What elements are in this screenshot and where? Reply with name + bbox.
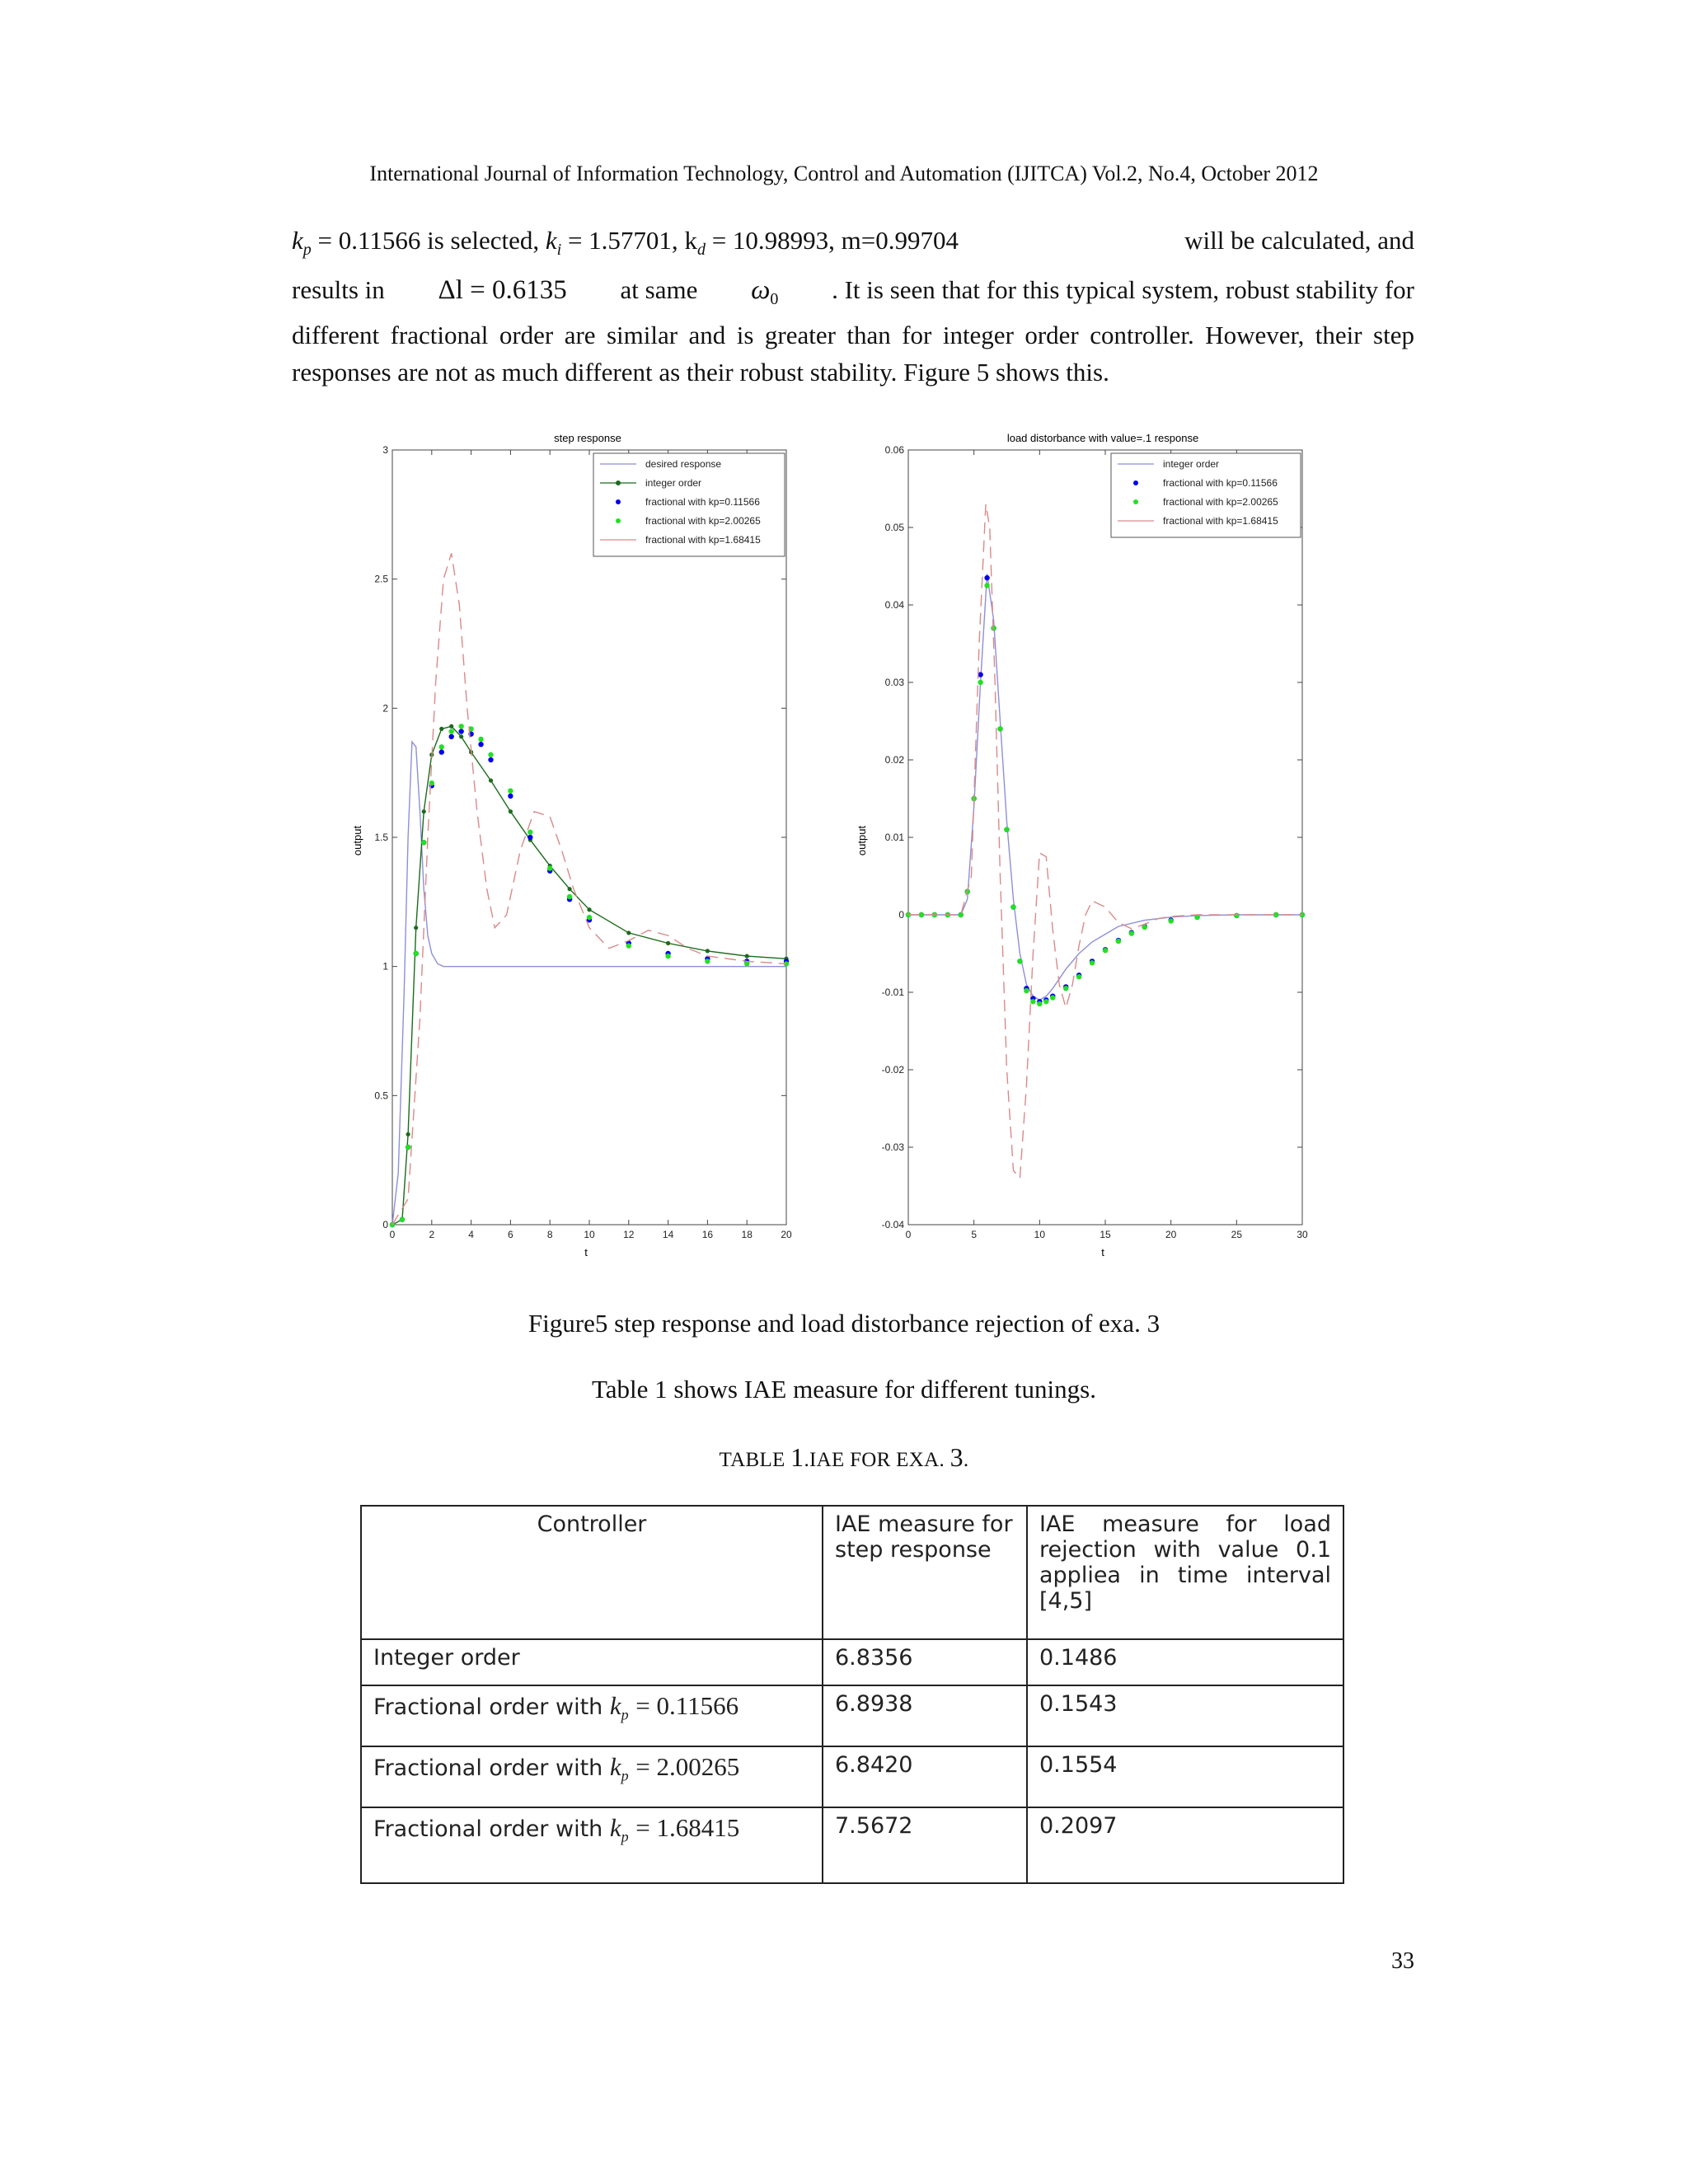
series-integer-order-point xyxy=(489,778,493,782)
y-tick-label: -0.01 xyxy=(881,987,904,998)
series-fractional-with-kp-0-11566-point xyxy=(528,835,532,840)
series-integer-order-point xyxy=(406,1132,410,1137)
x-axis-label: t xyxy=(1101,1246,1104,1258)
row-label: Integer order xyxy=(361,1639,823,1685)
legend-label: fractional with kp=1.68415 xyxy=(645,534,761,546)
legend-label: fractional with kp=0.11566 xyxy=(645,496,760,508)
series-fractional-with-kp-2-00265-point xyxy=(458,724,463,729)
x-tick-label: 16 xyxy=(701,1229,714,1240)
series-fractional-with-kp-2-00265-point xyxy=(587,915,592,920)
figure-5 xyxy=(346,420,1368,1269)
chart-title: load distorbance with value=.1 response xyxy=(1006,432,1199,444)
legend-label: desired response xyxy=(645,458,722,470)
series-fractional-with-kp-0-11566-point xyxy=(984,575,989,580)
legend-label: integer order xyxy=(645,477,702,489)
table-intro: Table 1 shows IAE measure for different tunings. xyxy=(592,1375,1096,1404)
y-axis-label: output xyxy=(351,825,363,856)
row-step-iae: 6.8420 xyxy=(823,1746,1027,1807)
x-tick-label: 6 xyxy=(508,1229,513,1240)
series-fractional-with-kp-2-00265-point xyxy=(449,729,454,733)
series-fractional-with-kp-2-00265-point xyxy=(626,943,631,948)
row-step-iae: 6.8356 xyxy=(823,1639,1027,1685)
x-tick-label: 15 xyxy=(1100,1229,1111,1240)
y-tick-label: 0.04 xyxy=(884,599,904,611)
legend-label: fractional with kp=2.00265 xyxy=(1163,496,1278,508)
series-fractional-with-kp-2-00265-point xyxy=(984,583,989,588)
results-line: results in Δl = 0.6135 at same $\omega_0$ . It is seen that for this typical system, robust stability for xyxy=(292,275,1414,309)
legend-marker xyxy=(616,518,621,523)
series-fractional-with-kp-0-11566-point xyxy=(478,742,483,747)
series-fractional-with-kp-0-11566-point xyxy=(439,749,444,754)
legend xyxy=(1111,453,1301,537)
series-fractional-with-kp-2-00265-point xyxy=(413,951,418,956)
series-fractional-with-kp-2-00265-point xyxy=(1063,986,1068,991)
series-integer-order-point xyxy=(459,734,463,738)
y-tick-label: 0.02 xyxy=(884,754,904,766)
table-row xyxy=(361,1639,1343,1685)
series-fractional-with-kp-2-00265-point xyxy=(978,680,982,685)
iae-table xyxy=(360,1505,1344,1884)
row-load-iae: 0.1543 xyxy=(1027,1685,1343,1746)
y-tick-label: 1 xyxy=(382,960,388,972)
x-tick-label: 2 xyxy=(429,1229,435,1240)
series-fractional-with-kp-2-00265-point xyxy=(488,752,493,757)
series-fractional-with-kp-2-00265-point xyxy=(1024,988,1029,993)
series-fractional-with-kp-2-00265-point xyxy=(1010,904,1015,909)
series-fractional-with-kp-2-00265-point xyxy=(400,1217,405,1222)
legend-label: integer order xyxy=(1163,458,1220,470)
y-tick-label: 1.5 xyxy=(374,832,388,843)
x-tick-label: 5 xyxy=(971,1229,978,1240)
legend xyxy=(593,453,785,556)
series-fractional-with-kp-2-00265-point xyxy=(1234,913,1239,918)
series-fractional-with-kp-2-00265-point xyxy=(1043,999,1048,1004)
series-integer-order-point xyxy=(587,907,591,912)
journal-header: International Journal of Information Technology, Control and Automation (IJITCA) Vol.2, No.4, October 2012 xyxy=(369,162,1319,185)
y-tick-label: 0.06 xyxy=(884,444,904,456)
series-fractional-with-kp-0-11566-point xyxy=(508,794,513,799)
series-fractional-with-kp-0-11566-point xyxy=(488,757,493,762)
figure-caption: Figure5 step response and load distorbance rejection of exa. 3 xyxy=(528,1309,1160,1338)
row-step-iae: 6.8938 xyxy=(823,1685,1027,1746)
series-fractional-with-kp-2-00265-point xyxy=(1103,948,1108,953)
row-load-iae: 0.1486 xyxy=(1027,1639,1343,1685)
table-row xyxy=(361,1685,1343,1746)
step-response-chart xyxy=(351,432,792,1258)
x-tick-label: 18 xyxy=(741,1229,753,1240)
series-fractional-with-kp-2-00265-point xyxy=(567,894,572,899)
series-fractional-with-kp-2-00265-point xyxy=(508,788,513,793)
x-tick-label: 0 xyxy=(389,1229,396,1240)
row-load-iae: 0.1554 xyxy=(1027,1746,1343,1807)
row-label: Fractional order with $k_p = 1.68415$ xyxy=(361,1807,823,1883)
body-paragraph: different fractional order are similar and is greater than for integer order controller. However, their step responses are not as much different as their robust stability. Figure 5 shows this. xyxy=(292,321,1414,387)
series-integer-order-point xyxy=(568,887,572,891)
row-step-iae: 7.5672 xyxy=(823,1807,1027,1883)
x-tick-label: 10 xyxy=(584,1229,595,1240)
y-tick-label: 0 xyxy=(382,1219,388,1230)
table-header-row xyxy=(361,1506,1343,1639)
series-fractional-with-kp-2-00265-point xyxy=(1090,960,1095,965)
y-tick-label: 2.5 xyxy=(374,573,388,585)
table-row xyxy=(361,1807,1343,1883)
row-label: Fractional order with $k_p = 0.11566$ xyxy=(361,1685,823,1746)
series-fractional-with-kp-2-00265-point xyxy=(744,961,749,966)
y-tick-label: 0.01 xyxy=(884,832,904,843)
series-fractional-with-kp-2-00265-point xyxy=(997,726,1002,731)
page-number: 33 xyxy=(1391,1948,1414,1974)
series-fractional-with-kp-2-00265-point xyxy=(547,865,552,870)
series-fractional-with-kp-2-00265-point xyxy=(1050,995,1055,1000)
series-integer-order-point xyxy=(422,809,426,813)
legend-label: fractional with kp=1.68415 xyxy=(1163,515,1278,527)
load-disturbance-chart xyxy=(856,432,1308,1258)
series-fractional-with-kp-2-00265-point xyxy=(1116,939,1121,944)
series-fractional-with-kp-2-00265-point xyxy=(528,830,532,835)
series-fractional-with-kp-2-00265-point xyxy=(1030,999,1035,1004)
y-tick-label: -0.03 xyxy=(881,1141,904,1153)
col-header-load: IAE measure for load rejection with value 0.1 appliea in time interval [4,5] xyxy=(1027,1506,1343,1639)
y-tick-label: 0.05 xyxy=(884,522,904,533)
legend-label: fractional with kp=0.11566 xyxy=(1163,477,1278,489)
series-fractional-with-kp-2-00265-point xyxy=(478,737,483,742)
series-fractional-with-kp-2-00265-point xyxy=(439,744,444,749)
plot-area xyxy=(392,450,786,1225)
legend-marker xyxy=(616,480,621,485)
series-integer-order-point xyxy=(439,727,443,731)
series-fractional-with-kp-2-00265-point xyxy=(421,840,426,845)
series-integer-order-point xyxy=(509,809,513,813)
plot-area xyxy=(908,450,1302,1225)
series-integer-order-point xyxy=(706,949,710,953)
legend-marker xyxy=(1133,499,1138,504)
series-fractional-with-kp-0-11566-point xyxy=(449,734,454,739)
series-integer-order-point xyxy=(414,926,418,930)
y-tick-label: 0.5 xyxy=(374,1090,388,1102)
col-header-controller: Controller xyxy=(361,1506,823,1639)
row-label: Fractional order with $k_p = 2.00265$ xyxy=(361,1746,823,1807)
series-fractional-with-kp-2-00265-point xyxy=(1076,974,1081,979)
y-tick-label: 2 xyxy=(382,702,388,715)
y-tick-label: 3 xyxy=(382,444,388,456)
y-tick-label: 0.03 xyxy=(884,677,904,688)
series-fractional-with-kp-0-11566-point xyxy=(458,729,463,733)
y-tick-label: -0.04 xyxy=(881,1219,904,1230)
series-fractional-with-kp-2-00265-point xyxy=(1004,827,1009,832)
x-tick-label: 20 xyxy=(1165,1229,1177,1240)
series-fractional-with-kp-2-00265-point xyxy=(1037,1001,1042,1006)
chart-title: step response xyxy=(554,432,621,444)
series-fractional-with-kp-2-00265-point xyxy=(1129,930,1134,935)
series-integer-order-point xyxy=(449,724,453,729)
series-integer-order-point xyxy=(666,941,670,945)
x-tick-label: 12 xyxy=(623,1229,635,1240)
x-axis-label: t xyxy=(584,1246,588,1258)
series-integer-order-point xyxy=(745,954,749,958)
series-fractional-with-kp-2-00265-point xyxy=(959,912,964,917)
x-tick-label: 30 xyxy=(1296,1229,1308,1240)
x-tick-label: 10 xyxy=(1034,1229,1046,1240)
row-load-iae: 0.2097 xyxy=(1027,1807,1343,1883)
legend-marker xyxy=(616,499,621,504)
x-tick-label: 20 xyxy=(781,1229,792,1240)
series-fractional-with-kp-2-00265-point xyxy=(406,1145,410,1150)
kp-symbol: k xyxy=(292,226,303,255)
x-tick-label: 0 xyxy=(905,1229,912,1240)
series-integer-order-point xyxy=(626,930,631,935)
series-fractional-with-kp-2-00265-point xyxy=(1168,918,1173,923)
y-axis-label: output xyxy=(856,825,868,856)
series-fractional-with-kp-2-00265-point xyxy=(665,954,670,958)
y-tick-label: 0 xyxy=(898,909,904,921)
table-caption: TABLE 1.IAE FOR EXA. 3. xyxy=(719,1442,969,1472)
x-tick-label: 14 xyxy=(662,1229,674,1240)
legend-marker xyxy=(1133,480,1138,485)
x-tick-label: 8 xyxy=(546,1229,553,1240)
x-tick-label: 25 xyxy=(1231,1229,1243,1240)
table-row xyxy=(361,1746,1343,1807)
series-fractional-with-kp-2-00265-point xyxy=(705,958,710,963)
x-tick-label: 4 xyxy=(468,1229,474,1240)
y-tick-label: -0.02 xyxy=(881,1064,904,1076)
col-header-step: IAE measure for step response xyxy=(823,1506,1027,1639)
series-fractional-with-kp-2-00265-point xyxy=(1017,958,1022,963)
legend-label: fractional with kp=2.00265 xyxy=(645,515,761,527)
param-line: $k_p = 0.11566$ is selected, $k_i = 1.57701$, $k_d = 10.98993$, m=0.99704 will be calculated, and xyxy=(292,226,1414,260)
